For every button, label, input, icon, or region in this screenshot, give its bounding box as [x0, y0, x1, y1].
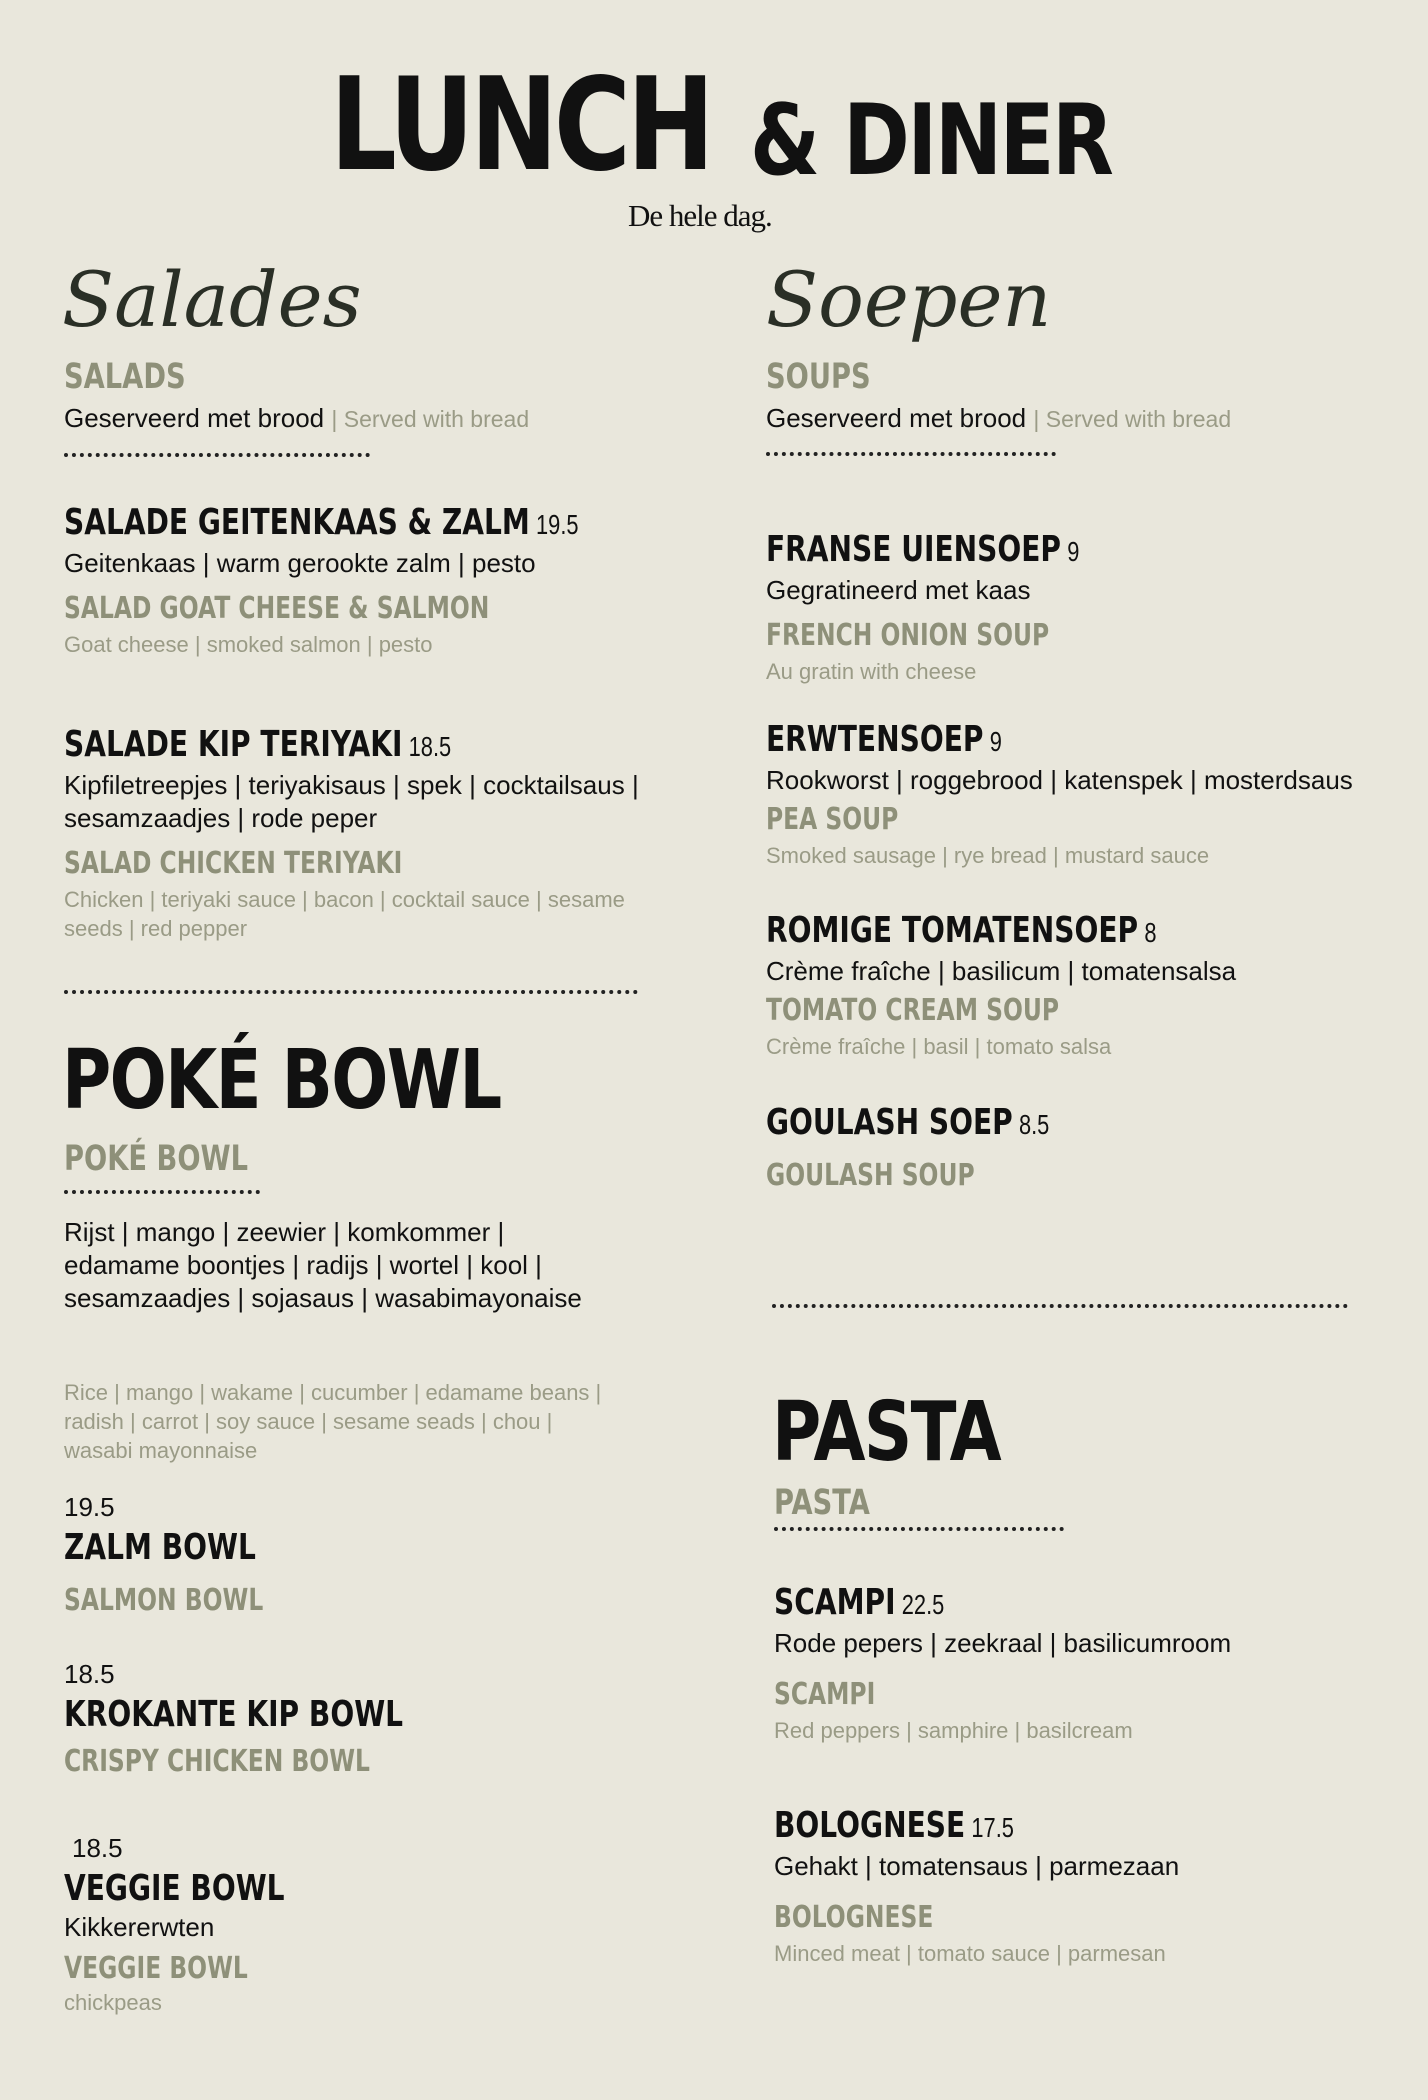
- salades-note-en: | Served with bread: [331, 406, 530, 432]
- item-price: 19.5: [64, 1492, 115, 1522]
- divider-dots: [774, 1527, 1064, 1531]
- menu-item: [64, 724, 644, 943]
- page-title: LUNCH: [330, 51, 711, 200]
- soepen-note-en: | Served with bread: [1033, 406, 1232, 432]
- item-description: Kikkererwten: [64, 1912, 215, 1942]
- item-name: FRANSE UIENSOEP 9: [766, 529, 1080, 570]
- item-name: SALADE KIP TERIYAKI 18.5: [64, 724, 452, 765]
- item-name-en: BOLOGNESE: [774, 1900, 934, 1935]
- divider-dots: [64, 990, 638, 994]
- item-name: ZALM BOWL: [64, 1527, 256, 1568]
- item-price: 9: [1067, 536, 1080, 567]
- item-name: ROMIGE TOMATENSOEP 8: [766, 910, 1157, 951]
- divider-dots: [772, 1304, 1348, 1308]
- menu-item: [774, 1805, 1180, 1968]
- menu-item: [766, 910, 1267, 1061]
- pasta-heading: PASTA: [772, 1385, 1001, 1480]
- item-description: Gegratineerd met kaas: [766, 575, 1031, 605]
- item-name: SALADE GEITENKAAS & ZALM 19.5: [64, 502, 579, 543]
- item-name-en: SALMON BOWL: [64, 1583, 264, 1618]
- item-price: 18.5: [408, 731, 452, 762]
- item-name: BOLOGNESE 17.5: [774, 1805, 1014, 1846]
- item-description-en: Au gratin with cheese: [766, 659, 977, 684]
- item-name-en: SALAD CHICKEN TERIYAKI: [64, 846, 403, 881]
- menu-item: [766, 1102, 1129, 1193]
- item-name-en: FRENCH ONION SOUP: [766, 618, 1050, 653]
- item-description: Gehakt | tomatensaus | parmezaan: [774, 1851, 1180, 1881]
- poke-english-heading: POKÉ BOWL: [64, 1139, 249, 1179]
- salades-english-heading: SALADS: [64, 357, 186, 397]
- salades-note: [64, 403, 529, 434]
- item-description-en: chickpeas: [64, 1990, 162, 2015]
- item-name: SCAMPI 22.5: [774, 1582, 945, 1623]
- item-price: 17.5: [971, 1812, 1014, 1843]
- item-name: ERWTENSOEP 9: [766, 719, 1002, 760]
- menu-item: [774, 1582, 1232, 1745]
- menu-item: [64, 1835, 347, 2017]
- item-name: KROKANTE KIP BOWL: [64, 1694, 404, 1735]
- item-price: 22.5: [901, 1589, 945, 1620]
- soepen-script-heading: Soepen: [766, 255, 1052, 344]
- item-price: 19.5: [536, 509, 579, 540]
- divider-dots: [64, 1190, 260, 1194]
- item-description: Rookworst | roggebrood | katenspek | mosterdsaus: [766, 765, 1353, 795]
- item-description-en: Goat cheese | smoked salmon | pesto: [64, 632, 433, 657]
- item-description-en: Smoked sausage | rye bread | mustard sauce: [766, 843, 1210, 868]
- divider-dots: [64, 453, 370, 457]
- item-name-en: SCAMPI: [774, 1677, 876, 1712]
- item-name-en: VEGGIE BOWL: [64, 1951, 248, 1986]
- item-price: 8: [1144, 917, 1157, 948]
- salades-script-heading: Salades: [62, 255, 362, 344]
- salades-note-nl: Geserveerd met brood: [64, 403, 325, 433]
- page-subtitle: De hele dag.: [628, 198, 772, 233]
- item-price: 9: [989, 726, 1002, 757]
- poke-description: Rijst | mango | zeewier | komkommer | edamame boontjes | radijs | wortel | kool | sesamzaadjes | sojasaus | wasabimayonaise: [64, 1217, 582, 1313]
- item-name-en: PEA SOUP: [766, 802, 899, 837]
- item-name-en: SALAD GOAT CHEESE & SALMON: [64, 591, 490, 626]
- pasta-english-heading: PASTA: [774, 1483, 870, 1523]
- item-price: 18.5: [72, 1833, 123, 1863]
- item-description: Rode pepers | zeekraal | basilicumroom: [774, 1628, 1232, 1658]
- item-name-en: TOMATO CREAM SOUP: [766, 993, 1060, 1028]
- poke-description-en: Rice | mango | wakame | cucumber | edamame beans | radish | carrot | soy sauce | sesame seads | chou | wasabi mayonnaise: [64, 1380, 602, 1463]
- item-name: GOULASH SOEP 8.5: [766, 1102, 1050, 1143]
- item-price: 8.5: [1018, 1109, 1050, 1140]
- item-price: 18.5: [64, 1659, 115, 1689]
- item-description-en: Minced meat | tomato sauce | parmesan: [774, 1941, 1166, 1966]
- menu-item: [64, 1494, 319, 1616]
- item-name: VEGGIE BOWL: [64, 1868, 285, 1909]
- divider-dots: [766, 452, 1056, 456]
- menu-item: [766, 529, 1168, 686]
- item-description-en: Chicken | teriyaki sauce | bacon | cocktail sauce | sesame seeds | red pepper: [64, 887, 625, 941]
- menu-item: [64, 502, 664, 659]
- poke-heading: POKÉ BOWL: [62, 1033, 501, 1128]
- item-name-en: CRISPY CHICKEN BOWL: [64, 1744, 370, 1779]
- item-description-en: Crème fraîche | basil | tomato salsa: [766, 1034, 1112, 1059]
- menu-item: [64, 1661, 499, 1777]
- page-title-rest: & DINER: [750, 84, 1112, 198]
- soepen-english-heading: SOUPS: [766, 357, 871, 397]
- item-name-en: GOULASH SOUP: [766, 1158, 975, 1193]
- item-description: Kipfiletreepjes | teriyakisaus | spek | cocktailsaus | sesamzaadjes | rode peper: [64, 770, 639, 833]
- soepen-note: [766, 403, 1231, 434]
- item-description-en: Red peppers | samphire | basilcream: [774, 1718, 1133, 1743]
- soepen-note-nl: Geserveerd met brood: [766, 403, 1027, 433]
- menu-item: [766, 719, 1353, 870]
- item-description: Geitenkaas | warm gerookte zalm | pesto: [64, 548, 536, 578]
- item-description: Crème fraîche | basilicum | tomatensalsa: [766, 956, 1237, 986]
